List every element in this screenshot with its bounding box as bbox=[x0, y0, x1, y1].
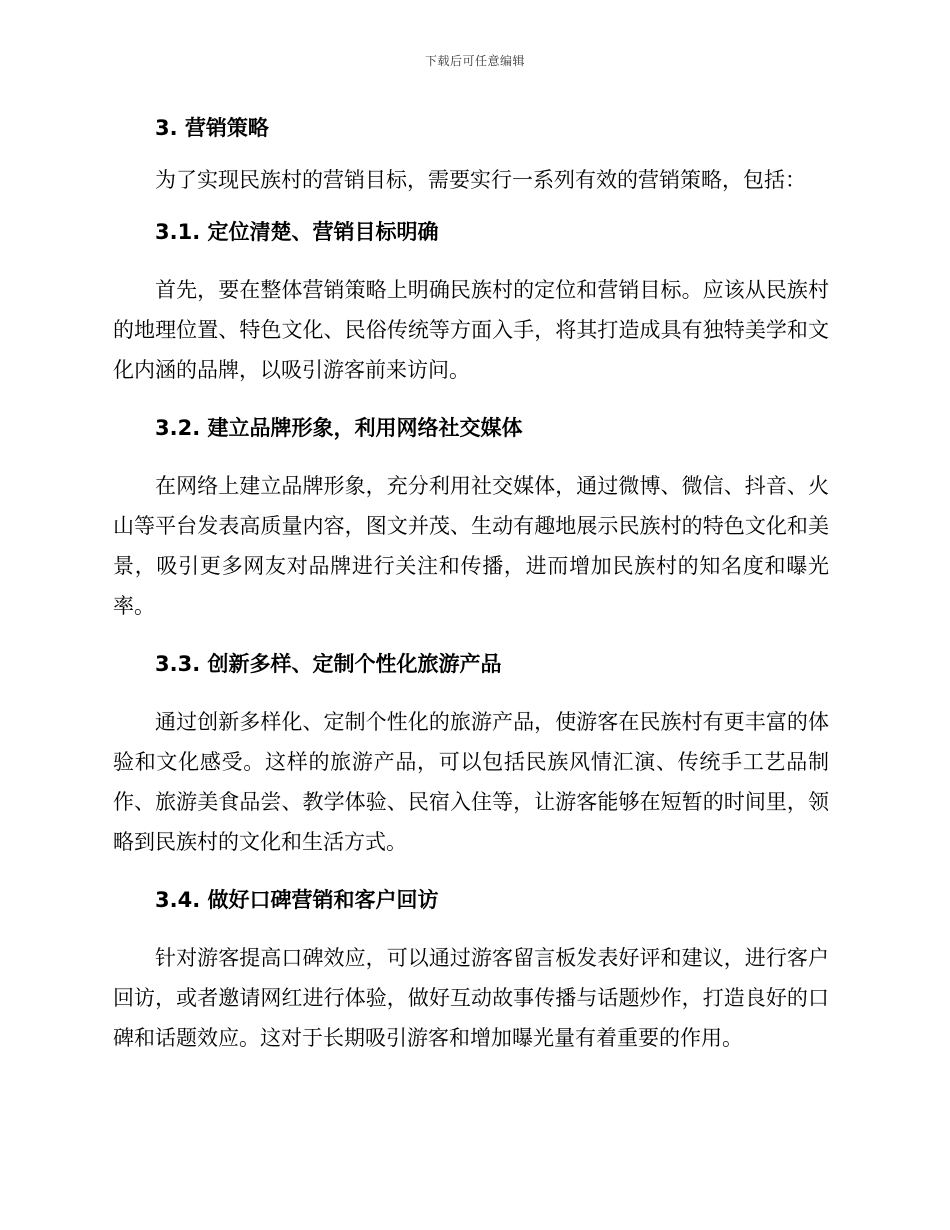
subsection-body-3-1: 首先，要在整体营销策略上明确民族村的定位和营销目标。应该从民族村的地理位置、特色文化、民俗传统等方面入手，将其打造成具有独特美学和文化内涵的品牌，以吸引游客前来访问。 bbox=[113, 278, 829, 382]
subsection-body-3-3: 通过创新多样化、定制个性化的旅游产品，使游客在民族村有更丰富的体验和文化感受。这样的旅游产品，可以包括民族风情汇演、传统手工艺品制作、旅游美食品尝、教学体验、民宿入住等，让游客能够在短暂的时间里，领略到民族村的文化和生活方式。 bbox=[113, 710, 829, 854]
header-note: 下载后可任意编辑 bbox=[424, 54, 525, 68]
intro-paragraph: 为了实现民族村的营销目标，需要实行一系列有效的营销策略，包括： bbox=[155, 168, 806, 192]
subsection-body-3-4: 针对游客提高口碑效应，可以通过游客留言板发表好评和建议，进行客户回访，或者邀请网红进行体验，做好互动故事传播与话题炒作，打造良好的口碑和话题效应。这对于长期吸引游客和增加曝光量有着重要的作用。 bbox=[113, 946, 829, 1050]
subsection-body-3-2: 在网络上建立品牌形象，充分利用社交媒体，通过微博、微信、抖音、火山等平台发表高质量内容，图文并茂、生动有趣地展示民族村的特色文化和美景，吸引更多网友对品牌进行关注和传播，进而增加民族村的知名度和曝光率。 bbox=[113, 474, 829, 618]
subsection-title-3-3: 3.3. 创新多样、定制个性化旅游产品 bbox=[155, 652, 502, 676]
subsection-title-3-4: 3.4. 做好口碑营销和客户回访 bbox=[155, 888, 439, 912]
subsection-title-3-2: 3.2. 建立品牌形象，利用网络社交媒体 bbox=[155, 416, 523, 440]
document-content bbox=[113, 108, 829, 1058]
section-title: 3. 营销策略 bbox=[155, 116, 269, 140]
subsection-title-3-1: 3.1. 定位清楚、营销目标明确 bbox=[155, 220, 439, 244]
